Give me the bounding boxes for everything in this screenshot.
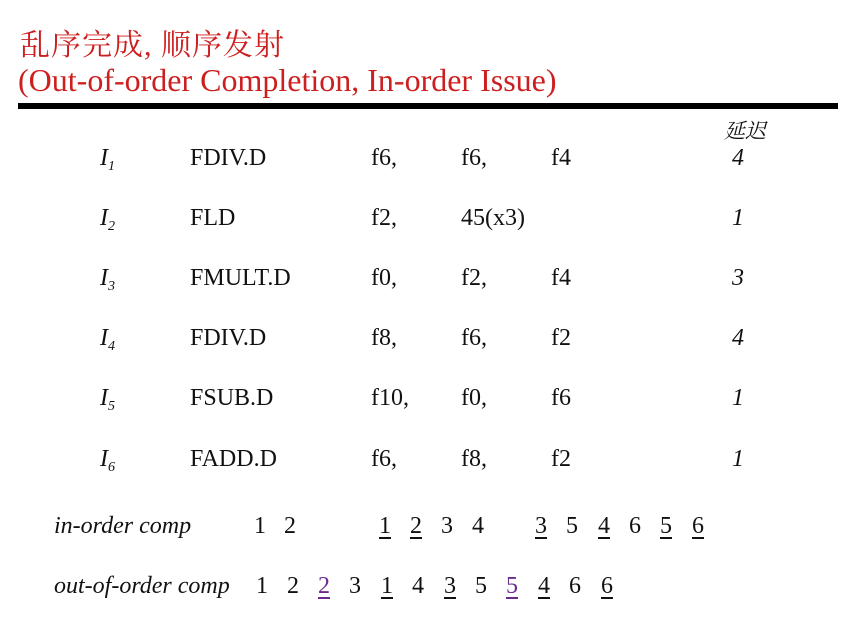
operand-src2: f4 bbox=[551, 145, 571, 171]
in-order-completion-row bbox=[0, 513, 853, 545]
latency-header: 延迟 bbox=[724, 119, 766, 143]
completion-token: 1 bbox=[254, 513, 266, 539]
instruction-id: $I_6$ bbox=[100, 446, 115, 475]
operand-src2: f6 bbox=[551, 385, 571, 411]
opcode: FSUB.D bbox=[190, 385, 274, 411]
opcode: FMULT.D bbox=[190, 265, 291, 291]
completion-token: 2 bbox=[318, 573, 330, 599]
completion-token: 5 bbox=[506, 573, 518, 599]
slide-title-english: (Out-of-order Completion, In-order Issue) bbox=[18, 62, 557, 98]
latency-value: 4 bbox=[732, 325, 744, 351]
latency-value: 1 bbox=[732, 385, 744, 411]
title-divider bbox=[18, 103, 838, 109]
operand-src2: f4 bbox=[551, 265, 571, 291]
latency-value: 3 bbox=[732, 265, 744, 291]
completion-token: 4 bbox=[472, 513, 484, 539]
completion-token: 1 bbox=[381, 573, 393, 599]
completion-token: 3 bbox=[441, 513, 453, 539]
in-order-label: in-order comp bbox=[54, 513, 192, 539]
completion-token: 5 bbox=[475, 573, 487, 599]
out-of-order-label: out-of-order comp bbox=[54, 573, 230, 599]
operand-dest: f0, bbox=[371, 265, 397, 291]
completion-token: 4 bbox=[412, 573, 424, 599]
completion-token: 1 bbox=[379, 513, 391, 539]
completion-token: 5 bbox=[566, 513, 578, 539]
completion-token: 3 bbox=[535, 513, 547, 539]
completion-token: 6 bbox=[692, 513, 704, 539]
completion-token: 4 bbox=[598, 513, 610, 539]
completion-token: 6 bbox=[569, 573, 581, 599]
instruction-id: $I_1$ bbox=[100, 145, 115, 174]
operand-src1: f0, bbox=[461, 385, 487, 411]
operand-src2: f2 bbox=[551, 446, 571, 472]
instruction-row bbox=[0, 205, 853, 237]
operand-src1: f6, bbox=[461, 325, 487, 351]
opcode: FDIV.D bbox=[190, 145, 267, 171]
opcode: FADD.D bbox=[190, 446, 277, 472]
instruction-id: $I_2$ bbox=[100, 205, 115, 234]
completion-token: 2 bbox=[284, 513, 296, 539]
latency-value: 1 bbox=[732, 446, 744, 472]
operand-dest: f6, bbox=[371, 446, 397, 472]
instruction-row bbox=[0, 265, 853, 297]
instruction-row bbox=[0, 325, 853, 357]
instruction-row bbox=[0, 145, 853, 177]
instruction-id: $I_3$ bbox=[100, 265, 115, 294]
operand-dest: f2, bbox=[371, 205, 397, 231]
opcode: FDIV.D bbox=[190, 325, 267, 351]
opcode: FLD bbox=[190, 205, 236, 231]
latency-value: 1 bbox=[732, 205, 744, 231]
instruction-row bbox=[0, 446, 853, 478]
operand-dest: f6, bbox=[371, 145, 397, 171]
operand-src1: 45(x3) bbox=[461, 205, 525, 231]
completion-token: 2 bbox=[287, 573, 299, 599]
operand-src2: f2 bbox=[551, 325, 571, 351]
instruction-id: $I_5$ bbox=[100, 385, 115, 414]
out-of-order-completion-row bbox=[0, 573, 853, 605]
completion-token: 6 bbox=[601, 573, 613, 599]
slide-title-chinese: 乱序完成, 顺序发射 bbox=[20, 29, 285, 62]
operand-dest: f8, bbox=[371, 325, 397, 351]
completion-token: 4 bbox=[538, 573, 550, 599]
completion-token: 3 bbox=[444, 573, 456, 599]
instruction-id: $I_4$ bbox=[100, 325, 115, 354]
instruction-row bbox=[0, 385, 853, 417]
completion-token: 3 bbox=[349, 573, 361, 599]
completion-token: 1 bbox=[256, 573, 268, 599]
operand-src1: f2, bbox=[461, 265, 487, 291]
operand-dest: f10, bbox=[371, 385, 409, 411]
operand-src1: f8, bbox=[461, 446, 487, 472]
completion-token: 5 bbox=[660, 513, 672, 539]
latency-value: 4 bbox=[732, 145, 744, 171]
completion-token: 2 bbox=[410, 513, 422, 539]
operand-src1: f6, bbox=[461, 145, 487, 171]
completion-token: 6 bbox=[629, 513, 641, 539]
